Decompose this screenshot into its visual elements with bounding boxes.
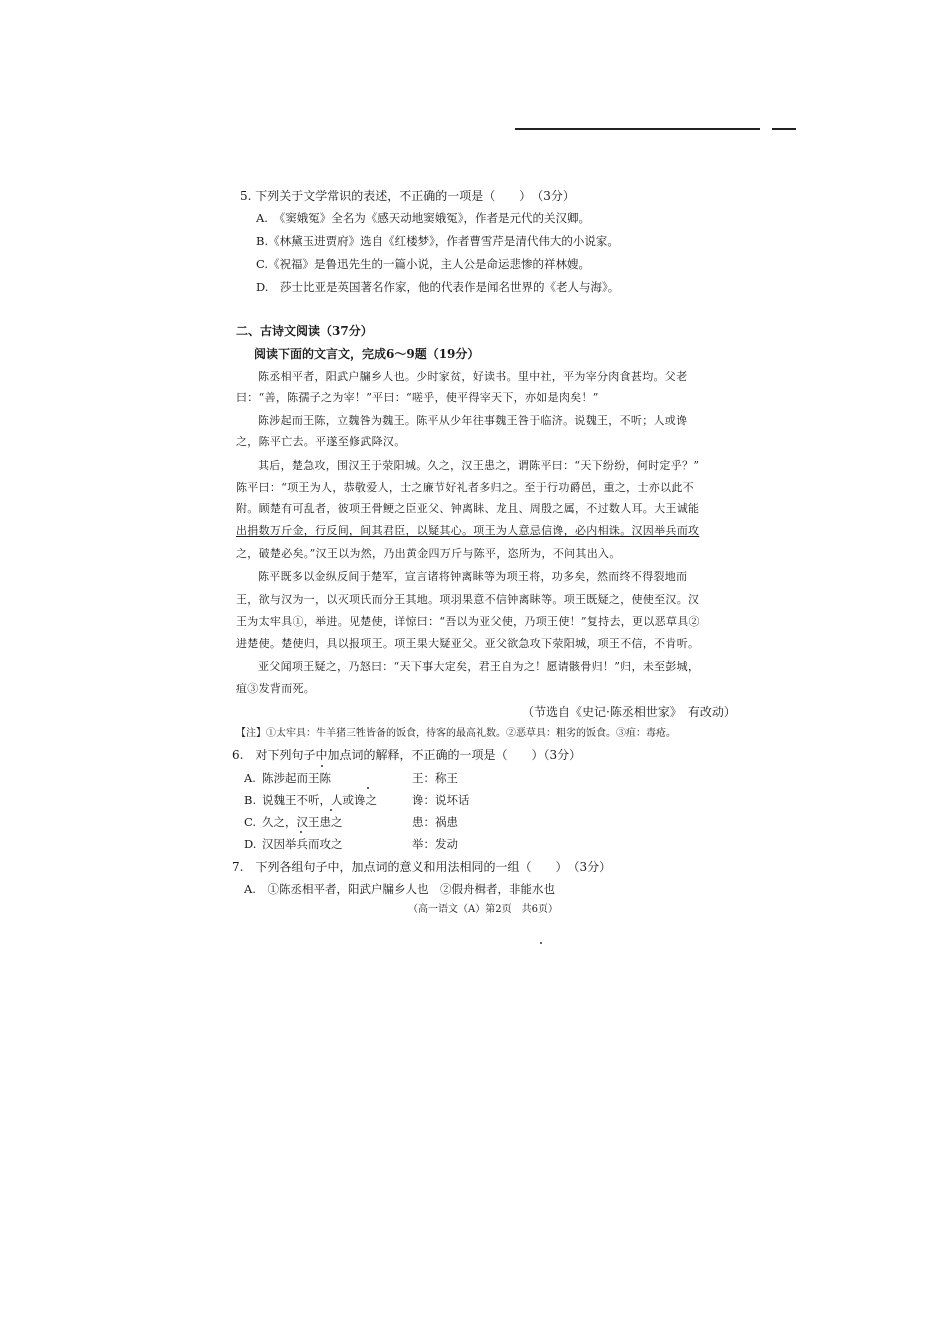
q6-option-sentence: 汉因举兵而攻之 <box>262 837 343 851</box>
passage-instruction: 阅读下面的文言文，完成6～9题（19分） <box>254 347 480 361</box>
page-footer: （高一语文（A）第2页 共6页） <box>408 904 558 915</box>
passage-line: 王为太牢具①，举进。见楚使，详惊曰：“吾以为亚父使，乃项王使！”复持去，更以恶草具② <box>236 615 700 628</box>
q5-option-a: A. 《窦娥冤》全名为《感天动地窦娥冤》，作者是元代的关汉卿。 <box>256 211 590 225</box>
passage-line: 陈平曰：“项王为人，恭敬爱人，士之廉节好礼者多归之。至于行功爵邑，重之，士亦以此不 <box>236 481 694 494</box>
q6-option-letter: A. <box>244 771 256 785</box>
passage-line: 附。顾楚有可乱者，彼项王骨鲠之臣亚父、钟离眛、龙且、周殷之属，不过数人耳。大王诚能 <box>236 502 700 515</box>
q6-option-gloss: 谗：说坏话 <box>412 793 470 807</box>
q5-option-c: C.《祝福》是鲁迅先生的一篇小说，主人公是命运悲惨的祥林嫂。 <box>256 257 591 271</box>
passage-notes: 【注】①太牢具：牛羊猪三牲皆备的饭食，待客的最高礼数。②恶草具：粗劣的饭食。③疽：毒疮。 <box>236 728 676 739</box>
emphasis-dot <box>321 765 323 767</box>
passage-line: 亚父闻项王疑之，乃怒曰：“天下事大定矣，君王自为之！愿请骸骨归！”归，未至彭城， <box>258 660 700 673</box>
q6-option-sentence: 说魏王不听，人或谗之 <box>262 793 377 807</box>
scan-speck <box>540 942 542 944</box>
emphasis-dot <box>330 809 332 811</box>
section-heading: 二、古诗文阅读（37分） <box>236 324 373 338</box>
passage-source: （节选自《史记·陈丞相世家》 有改动） <box>522 705 736 719</box>
q6-option-gloss: 举：发动 <box>412 837 458 851</box>
passage-line: 王，欲与汉为一，以灭项氏而分王其地。项羽果意不信钟离眛等。项王既疑之，使使至汉。汉 <box>236 593 700 606</box>
q7-option-a: A. ①陈丞相平者，阳武户牖乡人也 ②假舟楫者，非能水也 <box>244 882 555 896</box>
q5-option-b: B.《林黛玉进贾府》选自《红楼梦》，作者曹雪芹是清代伟大的小说家。 <box>256 234 619 248</box>
q5-stem: 5. 下列关于文学常识的表述，不正确的一项是（ ） （3分） <box>240 189 575 203</box>
passage-line: 其后，楚急攻，围汉王于荥阳城。久之，汉王患之，谓陈平曰：“天下纷纷，何时定乎？” <box>258 459 700 472</box>
q6-option-gloss: 王：称王 <box>412 771 458 785</box>
header-rule-short <box>772 128 796 130</box>
passage-line: 之，陈平亡去。平遂至修武降汉。 <box>236 435 406 448</box>
q6-stem: 6. 对下列句子中加点词的解释，不正确的一项是（ ）（3分） <box>232 748 582 762</box>
emphasis-dot <box>367 787 369 789</box>
header-rule <box>515 128 760 130</box>
passage-line: 陈丞相平者，阳武户牖乡人也。少时家贫，好读书。里中社，平为宰分肉食甚均。父老 <box>258 370 688 383</box>
passage-line: 进楚使。楚使归，具以报项王。项王果大疑亚父。亚父欲急攻下荥阳城，项王不信，不肯听。 <box>236 637 700 650</box>
q6-option-letter: B. <box>244 793 257 807</box>
q6-option-sentence: 久之，汉王患之 <box>262 815 343 829</box>
passage-line: 之，破楚必矣。”汉王以为然，乃出黄金四万斤与陈平，恣所为，不问其出入。 <box>236 547 621 560</box>
q6-option-letter: D. <box>244 837 257 851</box>
passage-line-underlined: 出捐数万斤金，行反间，间其君臣，以疑其心。项王为人意忌信谗，必内相诛。汉因举兵而攻 <box>236 524 700 537</box>
passage-line: 陈涉起而王陈，立魏咎为魏王。陈平从少年往事魏王咎于临济。说魏王，不听；人或谗 <box>258 414 688 427</box>
q6-option-sentence: 陈涉起而王陈 <box>262 771 331 785</box>
q5-option-d: D. 莎士比亚是英国著名作家，他的代表作是闻名世界的《老人与海》。 <box>256 280 620 294</box>
q6-option-gloss: 患：祸患 <box>412 815 458 829</box>
emphasis-dot <box>300 831 302 833</box>
passage-line: 疽③发背而死。 <box>236 682 316 695</box>
q6-option-letter: C. <box>244 815 257 829</box>
passage-line: 曰：“善，陈孺子之为宰！”平曰：“嗟乎，使平得宰天下，亦如是肉矣！” <box>236 391 599 404</box>
passage-line: 陈平既多以金纵反间于楚军，宣言诸将钟离眛等为项王将，功多矣，然而终不得裂地而 <box>258 570 688 583</box>
q7-stem: 7. 下列各组句子中，加点词的意义和用法相同的一组（ ） （3分） <box>232 860 612 874</box>
